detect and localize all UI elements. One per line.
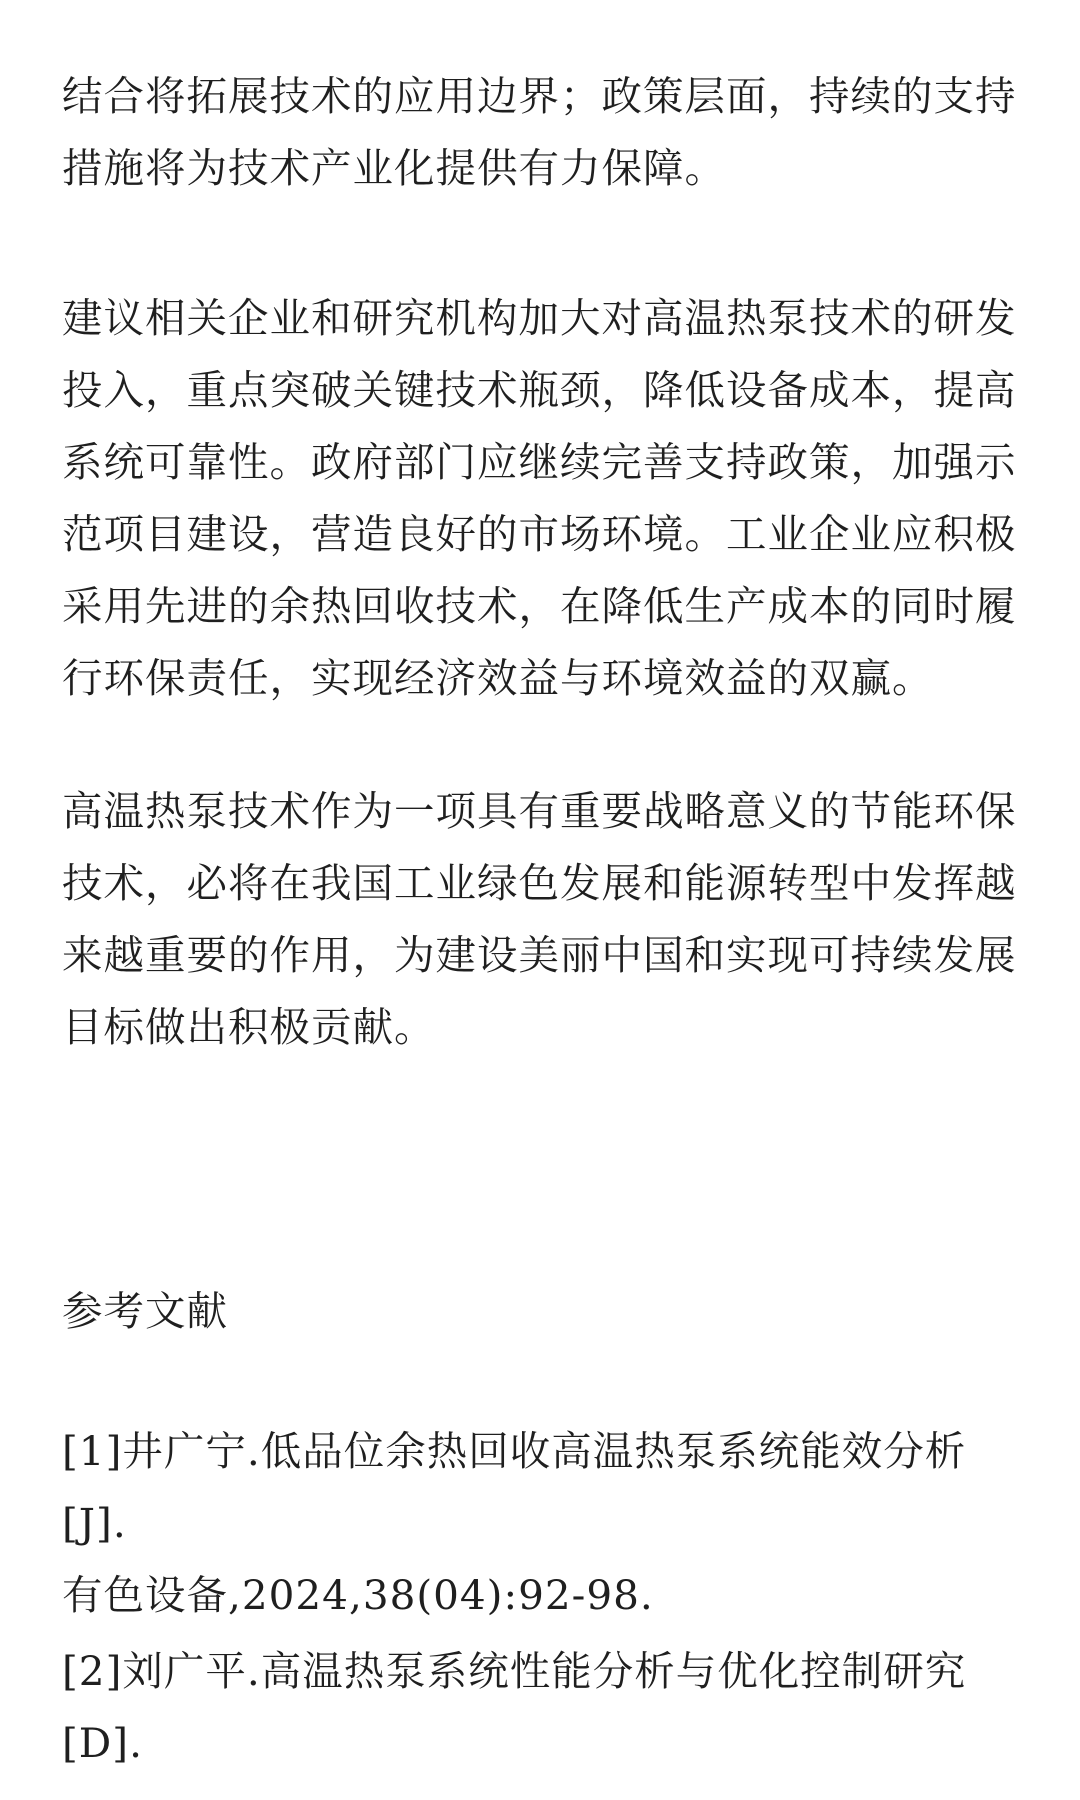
reference-item: [2]刘广平.高温热泵系统性能分析与优化控制研究[D]. <box>62 1647 967 1767</box>
reference-item: [1]井广宁.低品位余热回收高温热泵系统能效分析[J]. 有色设备,2024,38(04):92-98. <box>62 1427 967 1619</box>
references-heading: 参考文献 <box>62 1287 228 1335</box>
body-paragraph: 结合将拓展技术的应用边界；政策层面，持续的支持 措施将为技术产业化提供有力保障。 <box>62 72 1017 192</box>
body-paragraph: 高温热泵技术作为一项具有重要战略意义的节能环保 技术，必将在我国工业绿色发展和能源转型中发挥越 来越重要的作用，为建设美丽中国和实现可持续发展 目标做出积极贡献。 <box>62 787 1017 1051</box>
body-paragraph: 建议相关企业和研究机构加大对高温热泵技术的研发 投入，重点突破关键技术瓶颈，降低设备成本，提高 系统可靠性。政府部门应继续完善支持政策，加强示 范项目建设，营造良好的市场环境。工业企业应积极 采用先进的余热回收技术，在降低生产成本的同时履 行环保责任，实现经济效益与环境效益的双赢。 <box>62 294 1017 702</box>
